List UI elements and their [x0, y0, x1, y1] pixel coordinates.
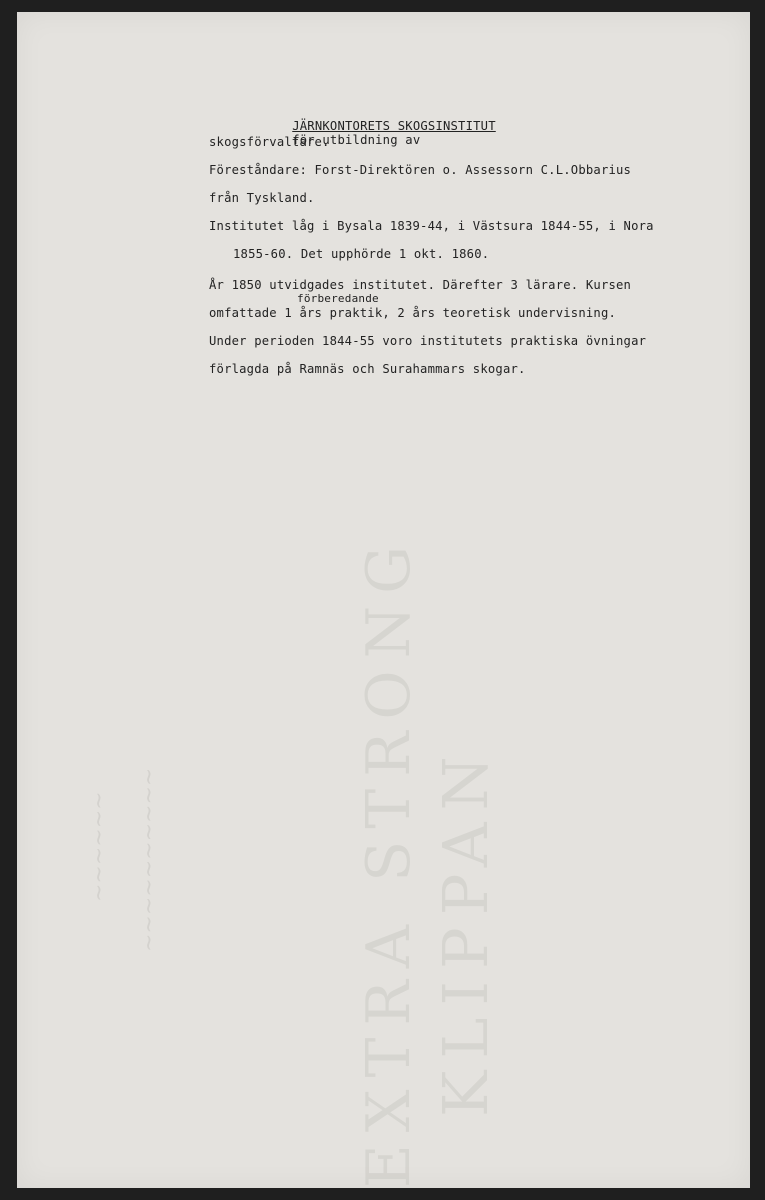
document-heading: JÄRNKONTORETS SKOGSINSTITUT [292, 119, 496, 133]
text-line: skogsförvaltare. [209, 135, 330, 149]
text-line: Institutet låg i Bysala 1839-44, i Västsura 1844-55, i Nora [209, 219, 654, 233]
text-line: 1855-60. Det upphörde 1 okt. 1860. [233, 247, 490, 261]
watermark-klippan: KLIPPAN [429, 744, 502, 1117]
document-page [17, 12, 750, 1188]
text-line: för utbildning av [292, 133, 421, 147]
text-line: Under perioden 1844-55 voro institutets praktiska övningar [209, 334, 647, 348]
text-line: förlagda på Ramnäs och Surahammars skogar. [209, 362, 526, 376]
interlinear-insertion: förberedande [297, 292, 379, 305]
text-line: År 1850 utvidgades institutet. Därefter 3 lärare. Kursen [209, 278, 632, 292]
bleed-through-handwriting: ~~~~~~~~~~ [137, 767, 162, 952]
watermark-extra-strong: EXTRA STRONG [354, 533, 424, 1188]
bleed-through-handwriting: ~~~~~~ [87, 791, 112, 902]
text-line: Föreståndare: Forst-Direktören o. Assessorn C.L.Obbarius [209, 163, 632, 177]
text-line: från Tyskland. [209, 191, 315, 205]
text-line: omfattade 1 års praktik, 2 års teoretisk undervisning. [209, 306, 617, 320]
